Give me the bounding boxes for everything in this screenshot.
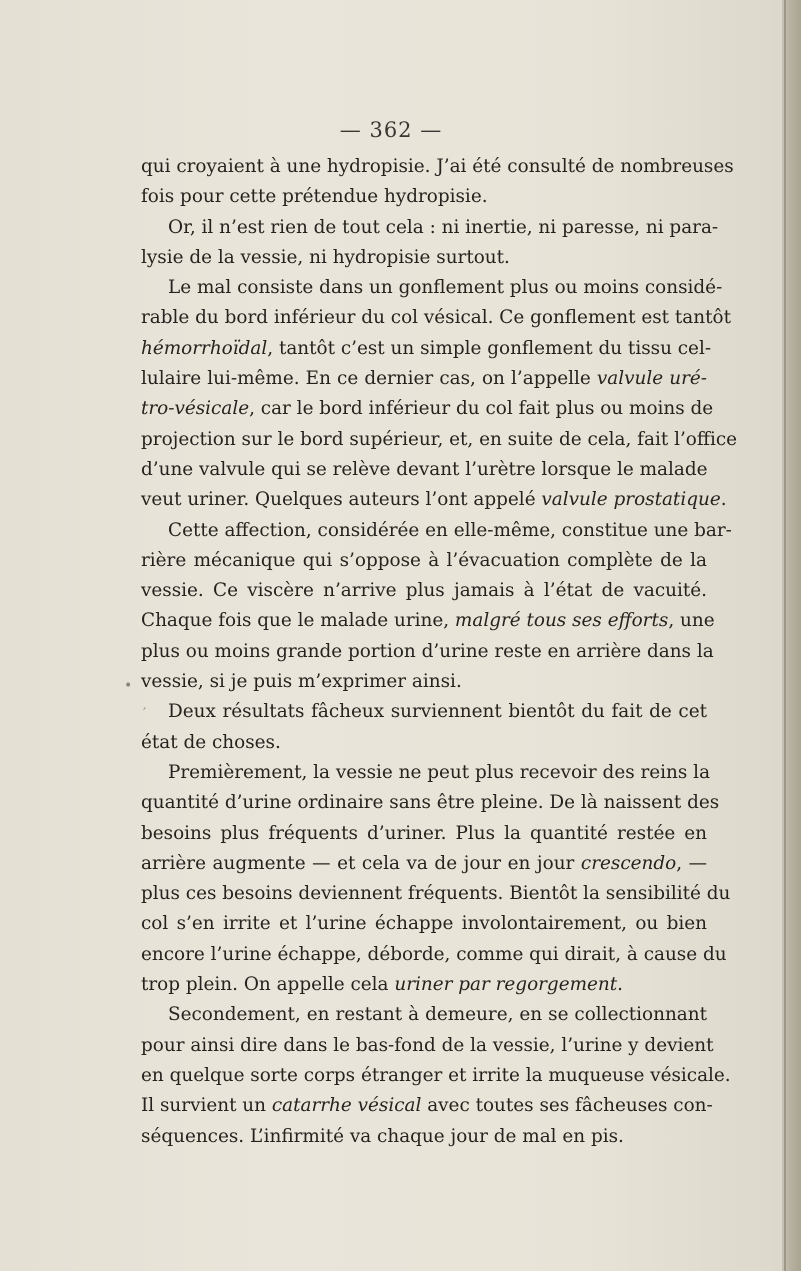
text-run: . xyxy=(617,974,623,996)
book-page-edge xyxy=(782,0,801,1271)
text-run: Il survient un xyxy=(141,1095,272,1117)
text-line: lysie de la vessie, ni hydropisie surtout. xyxy=(141,246,510,268)
text-line: état de choses. xyxy=(141,731,281,753)
body-text xyxy=(141,152,738,1152)
text-line xyxy=(141,606,715,636)
text-line: col s’en irrite et l’urine échappe involontairement, ou bien xyxy=(141,913,707,935)
text-line: vessie, si je puis m’exprimer ainsi. xyxy=(141,671,462,693)
text-line xyxy=(141,364,707,394)
text-line: rière mécanique qui s’oppose à l’évacuation complète de la xyxy=(141,549,707,571)
text-line: qui croyaient à une hydropisie. J’ai été consulté de nombreuses xyxy=(141,156,734,177)
italic-term: valvule prostatique xyxy=(541,489,721,511)
text-run: arrière augmente — et cela va de jour en jour xyxy=(141,852,581,874)
text-line xyxy=(141,849,707,879)
text-run: trop plein. On appelle cela xyxy=(141,974,395,996)
text-line: Secondement, en restant à demeure, en se collectionnant xyxy=(168,1004,707,1026)
text-run: . xyxy=(720,489,727,511)
text-run: , car le bord inférieur du col fait plus ou moins de xyxy=(249,398,714,420)
text-line xyxy=(141,394,714,424)
text-line: Le mal consiste dans un gonflement plus ou moins considé- xyxy=(168,277,723,299)
text-line: encore l’urine échappe, déborde, comme qui dirait, à cause du xyxy=(141,943,727,965)
italic-term: tro-vésicale xyxy=(141,398,250,420)
italic-term: valvule uré- xyxy=(596,368,707,390)
stray-tick-mark: ′ xyxy=(143,706,147,722)
text-line: d’une valvule qui se relève devant l’urètre lorsque le malade xyxy=(141,458,708,480)
text-line xyxy=(141,970,707,1000)
text-line: Deux résultats fâcheux surviennent bientôt du fait de cet xyxy=(168,701,707,723)
text-line: vessie. Ce viscère n’arrive plus jamais à l’état de vacuité. xyxy=(141,580,707,602)
text-line: rable du bord inférieur du col vésical. Ce gonflement est tantôt xyxy=(141,307,731,329)
italic-term: catarrhe vésical xyxy=(271,1095,422,1117)
text-run: , — xyxy=(676,852,708,874)
text-line: en quelque sorte corps étranger et irrite la muqueuse vésicale. xyxy=(141,1064,731,1086)
text-line: plus ces besoins deviennent fréquents. Bientôt la sensibilité du xyxy=(141,883,731,905)
text-run: , une xyxy=(668,610,715,632)
text-line: fois pour cette prétendue hydropisie. xyxy=(141,186,488,208)
text-line: pour ainsi dire dans le bas-fond de la vessie, l’urine y devient xyxy=(141,1034,714,1056)
italic-term: crescendo xyxy=(580,852,677,874)
text-line: projection sur le bord supérieur, et, en suite de cela, fait l’office xyxy=(141,428,738,450)
text-line xyxy=(141,1091,713,1121)
italic-term: uriner par regorgement xyxy=(394,974,618,996)
stray-dot-mark: • xyxy=(124,678,133,694)
text-line xyxy=(141,485,727,515)
italic-term: hémorrhoïdal xyxy=(141,337,268,359)
italic-term: malgré tous ses efforts xyxy=(454,610,669,632)
text-line: Cette affection, considérée en elle-même, constitue une bar- xyxy=(168,519,732,541)
text-run: Chaque fois que le malade urine, xyxy=(141,610,455,632)
text-line: Or, il n’est rien de tout cela : ni inertie, ni paresse, ni para- xyxy=(168,216,719,238)
page-number: — 362 — xyxy=(339,118,443,142)
text-line: quantité d’urine ordinaire sans être pleine. De là naissent des xyxy=(141,792,720,814)
text-run: lulaire lui-même. En ce dernier cas, on l’appelle xyxy=(141,368,597,390)
text-line: plus ou moins grande portion d’urine reste en arrière dans la xyxy=(141,640,714,662)
text-run: avec toutes ses fâcheuses con- xyxy=(421,1095,713,1117)
text-line: séquences. L’infirmité va chaque jour de mal en pis. xyxy=(141,1125,624,1147)
text-run: veut uriner. Quelques auteurs l’ont appelé xyxy=(141,489,542,511)
text-line: besoins plus fréquents d’uriner. Plus la quantité restée en xyxy=(141,822,707,844)
text-run: , tantôt c’est un simple gonflement du tissu cel- xyxy=(267,337,712,359)
text-line: Premièrement, la vessie ne peut plus recevoir des reins la xyxy=(168,761,711,783)
text-line xyxy=(141,334,712,364)
